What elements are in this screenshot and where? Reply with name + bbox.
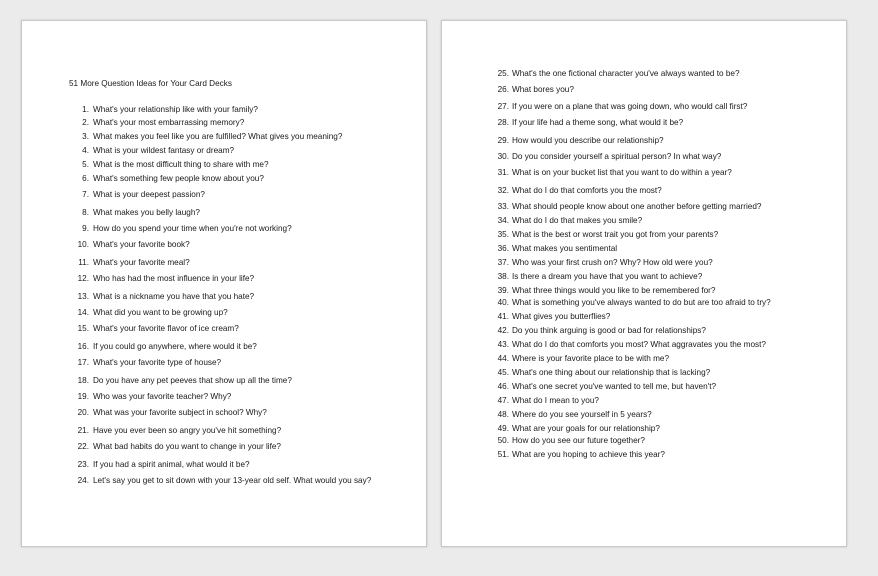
question-text: What should people know about one another before getting married? bbox=[512, 202, 762, 211]
question-number: 21. bbox=[77, 426, 89, 435]
question-number: 41. bbox=[497, 312, 509, 321]
question-text: What is something you've always wanted to do but are too afraid to try? bbox=[512, 298, 771, 307]
document-title: 51 More Question Ideas for Your Card Decks bbox=[69, 79, 232, 88]
question-text: What's your relationship like with your family? bbox=[93, 105, 258, 114]
question-item bbox=[70, 460, 250, 470]
question-text: What is on your bucket list that you want to do within a year? bbox=[512, 168, 732, 177]
question-number: 51. bbox=[497, 450, 509, 459]
question-item bbox=[70, 208, 200, 218]
question-text: What is your deepest passion? bbox=[93, 190, 205, 199]
question-item bbox=[489, 69, 740, 79]
question-item bbox=[70, 442, 281, 452]
question-text: How do you see our future together? bbox=[512, 436, 645, 445]
question-number: 43. bbox=[497, 340, 509, 349]
question-text: If you could go anywhere, where would it be? bbox=[93, 342, 257, 351]
question-text: What did you want to be growing up? bbox=[93, 308, 228, 317]
question-text: If your life had a theme song, what would it be? bbox=[512, 118, 684, 127]
question-item bbox=[489, 298, 771, 308]
question-text: What are you hoping to achieve this year? bbox=[512, 450, 665, 459]
question-number: 22. bbox=[77, 442, 89, 451]
question-number: 38. bbox=[497, 272, 509, 281]
question-number: 47. bbox=[497, 396, 509, 405]
question-number: 48. bbox=[497, 410, 509, 419]
question-number: 14. bbox=[77, 308, 89, 317]
question-item bbox=[489, 354, 669, 364]
question-item bbox=[70, 118, 244, 128]
question-number: 44. bbox=[497, 354, 509, 363]
question-number: 24. bbox=[77, 476, 89, 485]
question-number: 20. bbox=[77, 408, 89, 417]
question-item bbox=[70, 476, 371, 486]
question-item bbox=[70, 358, 221, 368]
question-text: If you had a spirit animal, what would it be? bbox=[93, 460, 250, 469]
question-item bbox=[70, 240, 190, 250]
question-number: 46. bbox=[497, 382, 509, 391]
question-text: What makes you belly laugh? bbox=[93, 208, 200, 217]
question-item bbox=[489, 102, 747, 112]
question-number: 8. bbox=[82, 208, 89, 217]
question-number: 49. bbox=[497, 424, 509, 433]
question-text: Let's say you get to sit down with your 13-year old self. What would you say? bbox=[93, 476, 372, 485]
question-text: Is there a dream you have that you want to achieve? bbox=[512, 272, 703, 281]
question-text: What's one thing about our relationship that is lacking? bbox=[512, 368, 711, 377]
question-item bbox=[489, 382, 716, 392]
question-number: 19. bbox=[77, 392, 89, 401]
question-item bbox=[70, 308, 228, 318]
question-item bbox=[70, 146, 234, 156]
question-number: 5. bbox=[82, 160, 89, 169]
question-number: 40. bbox=[497, 298, 509, 307]
question-text: Who was your first crush on? Why? How old were you? bbox=[512, 258, 713, 267]
question-item bbox=[70, 224, 292, 234]
question-text: Who was your favorite teacher? Why? bbox=[93, 392, 232, 401]
question-item bbox=[70, 160, 269, 170]
question-item bbox=[489, 450, 665, 460]
question-item bbox=[70, 105, 258, 115]
question-item bbox=[489, 258, 713, 268]
question-number: 23. bbox=[77, 460, 89, 469]
question-item bbox=[489, 326, 706, 336]
question-item bbox=[489, 230, 718, 240]
question-item bbox=[70, 292, 254, 302]
question-item bbox=[489, 152, 721, 162]
question-number: 33. bbox=[497, 202, 509, 211]
question-text: What's one secret you've wanted to tell me, but haven't? bbox=[512, 382, 717, 391]
question-number: 29. bbox=[497, 136, 509, 145]
question-text: What's the one fictional character you've always wanted to be? bbox=[512, 69, 740, 78]
question-item bbox=[489, 186, 662, 196]
question-number: 26. bbox=[497, 85, 509, 94]
question-item bbox=[489, 312, 610, 322]
question-item bbox=[489, 168, 732, 178]
question-text: How do you spend your time when you're not working? bbox=[93, 224, 292, 233]
question-text: Have you ever been so angry you've hit something? bbox=[93, 426, 282, 435]
document-page-1 bbox=[21, 20, 427, 547]
question-number: 39. bbox=[497, 286, 509, 295]
question-number: 15. bbox=[77, 324, 89, 333]
question-text: What bad habits do you want to change in your life? bbox=[93, 442, 281, 451]
question-number: 2. bbox=[82, 118, 89, 127]
question-number: 12. bbox=[77, 274, 89, 283]
question-text: Do you consider yourself a spiritual person? In what way? bbox=[512, 152, 722, 161]
question-number: 13. bbox=[77, 292, 89, 301]
question-item bbox=[70, 190, 205, 200]
question-number: 10. bbox=[77, 240, 89, 249]
question-item bbox=[489, 396, 599, 406]
question-text: What is the most difficult thing to share with me? bbox=[93, 160, 269, 169]
question-item bbox=[489, 340, 766, 350]
question-item bbox=[70, 392, 231, 402]
document-page-2 bbox=[441, 20, 847, 547]
question-text: What is a nickname you have that you hate? bbox=[93, 292, 255, 301]
question-text: What's your favorite flavor of ice cream? bbox=[93, 324, 239, 333]
question-number: 6. bbox=[82, 174, 89, 183]
question-text: What bores you? bbox=[512, 85, 574, 94]
question-text: What's your favorite book? bbox=[93, 240, 190, 249]
question-text: What's your favorite meal? bbox=[93, 258, 190, 267]
question-text: What was your favorite subject in school? Why? bbox=[93, 408, 267, 417]
question-item bbox=[489, 136, 664, 146]
question-number: 35. bbox=[497, 230, 509, 239]
question-text: What's something few people know about you? bbox=[93, 174, 264, 183]
question-item bbox=[489, 436, 645, 446]
question-item bbox=[70, 376, 292, 386]
question-item bbox=[70, 274, 254, 284]
question-number: 31. bbox=[497, 168, 509, 177]
question-item bbox=[70, 342, 257, 352]
question-item bbox=[489, 272, 702, 282]
question-item bbox=[489, 424, 660, 434]
question-text: What do I do that comforts you the most? bbox=[512, 186, 662, 195]
question-number: 1. bbox=[82, 105, 89, 114]
question-text: What do I do that makes you smile? bbox=[512, 216, 643, 225]
question-item bbox=[70, 426, 281, 436]
question-item bbox=[489, 286, 715, 296]
question-number: 25. bbox=[497, 69, 509, 78]
question-number: 32. bbox=[497, 186, 509, 195]
question-text: What makes you sentimental bbox=[512, 244, 618, 253]
question-item bbox=[489, 368, 710, 378]
question-item bbox=[489, 244, 617, 254]
question-item bbox=[489, 118, 683, 128]
question-text: What are your goals for our relationship? bbox=[512, 424, 660, 433]
question-item bbox=[70, 258, 190, 268]
question-text: What's your most embarrassing memory? bbox=[93, 118, 245, 127]
question-number: 34. bbox=[497, 216, 509, 225]
question-number: 30. bbox=[497, 152, 509, 161]
question-item bbox=[489, 216, 642, 226]
question-text: Where is your favorite place to be with me? bbox=[512, 354, 669, 363]
question-number: 50. bbox=[497, 436, 509, 445]
question-text: What makes you feel like you are fulfilled? What gives you meaning? bbox=[93, 132, 343, 141]
question-text: What's your favorite type of house? bbox=[93, 358, 222, 367]
question-item bbox=[489, 202, 761, 212]
question-text: What three things would you like to be remembered for? bbox=[512, 286, 716, 295]
question-item bbox=[489, 85, 574, 95]
question-item bbox=[489, 410, 652, 420]
question-text: Where do you see yourself in 5 years? bbox=[512, 410, 652, 419]
question-text: What is the best or worst trait you got from your parents? bbox=[512, 230, 719, 239]
question-text: How would you describe our relationship? bbox=[512, 136, 664, 145]
question-text: Do you have any pet peeves that show up all the time? bbox=[93, 376, 292, 385]
question-number: 11. bbox=[78, 258, 89, 267]
question-number: 27. bbox=[497, 102, 509, 111]
question-number: 17. bbox=[77, 358, 89, 367]
question-text: Do you think arguing is good or bad for relationships? bbox=[512, 326, 706, 335]
question-item bbox=[70, 408, 267, 418]
question-number: 7. bbox=[82, 190, 89, 199]
question-item bbox=[70, 174, 264, 184]
question-text: What gives you butterflies? bbox=[512, 312, 611, 321]
question-number: 9. bbox=[82, 224, 89, 233]
question-item bbox=[70, 132, 342, 142]
question-number: 16. bbox=[77, 342, 89, 351]
question-item bbox=[70, 324, 239, 334]
question-number: 28. bbox=[497, 118, 509, 127]
question-number: 4. bbox=[82, 146, 89, 155]
question-text: What do I mean to you? bbox=[512, 396, 599, 405]
question-text: Who has had the most influence in your life? bbox=[93, 274, 255, 283]
question-number: 18. bbox=[77, 376, 89, 385]
question-number: 3. bbox=[82, 132, 89, 141]
question-number: 37. bbox=[497, 258, 509, 267]
question-number: 45. bbox=[497, 368, 509, 377]
question-text: What is your wildest fantasy or dream? bbox=[93, 146, 235, 155]
question-number: 36. bbox=[497, 244, 509, 253]
question-text: What do I do that comforts you most? What aggravates you the most? bbox=[512, 340, 766, 349]
question-text: If you were on a plane that was going down, who would call first? bbox=[512, 102, 748, 111]
question-number: 42. bbox=[497, 326, 509, 335]
